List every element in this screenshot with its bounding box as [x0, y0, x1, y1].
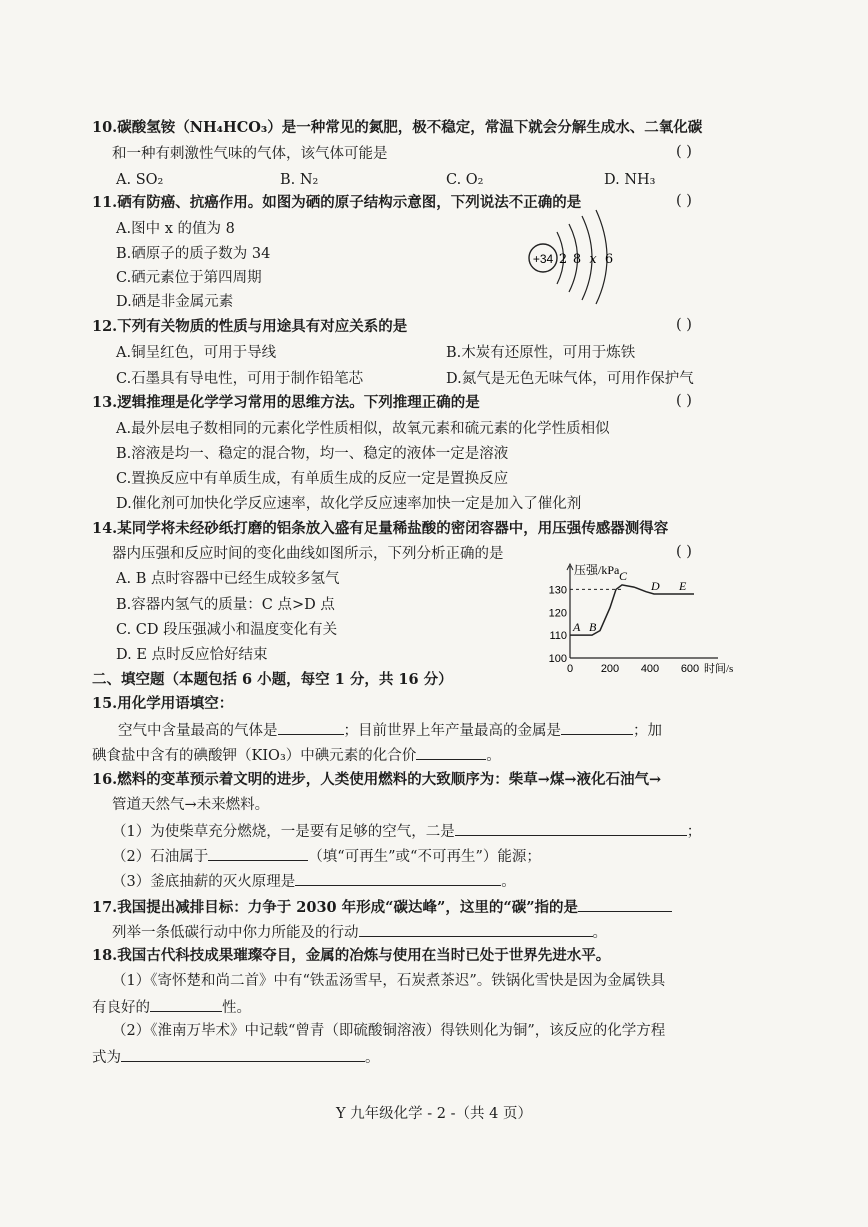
- q13-option-c: C.置换反应中有单质生成，有单质生成的反应一定是置换反应: [116, 471, 509, 487]
- x-tick-label-2: 400: [640, 663, 660, 675]
- q12-option-c: C.石墨具有导电性，可用于制作铅笔芯: [116, 371, 364, 387]
- q16-sub3-text: （3）釜底抽薪的灭火原理是: [112, 874, 296, 890]
- q18-blank-1[interactable]: [150, 996, 222, 1012]
- x-tick-label-3: 600: [680, 663, 700, 675]
- q13-option-a: A.最外层电子数相同的元素化学性质相似，故氧元素和硫元素的化学性质相似: [116, 421, 610, 437]
- q12-option-b: B.木炭有还原性，可用于炼铁: [446, 345, 636, 361]
- q15-text-e: 。: [486, 748, 501, 764]
- q14-answer-paren: ( ): [676, 544, 692, 560]
- q15-blank-1[interactable]: [278, 719, 344, 735]
- y-tick-label-3: 130: [548, 584, 567, 597]
- q13-stem: 13.逻辑推理是化学学习常用的思维方法。下列推理正确的是: [92, 394, 480, 411]
- q18-stem: 18.我国古代科技成果璀璨夺目，金属的冶炼与使用在当时已处于世界先进水平。: [92, 947, 611, 964]
- q16-sub1-text: （1）为使柴草充分燃烧，一是要有足够的空气，二是: [112, 824, 455, 840]
- q18-sub1-line2: [92, 996, 251, 1018]
- q17-text-c: 。: [592, 925, 607, 941]
- y-tick-label-0: 100: [548, 653, 567, 665]
- q18-sub1-end: 性。: [222, 1000, 251, 1016]
- q17-blank-1[interactable]: [578, 896, 672, 912]
- q16-blank-1[interactable]: [455, 820, 687, 836]
- q14-line1: 14.某同学将未经砂纸打磨的铝条放入盛有足量稀盐酸的密闭容器中，用压强传感器测得容: [92, 520, 669, 537]
- q18-sub2-end: 。: [365, 1050, 380, 1066]
- q14-option-a: A. B 点时容器中已经生成较多氢气: [116, 571, 340, 587]
- q16-sub3-end: 。: [501, 874, 516, 890]
- q13-answer-paren: ( ): [676, 393, 692, 409]
- y-tick-label-1: 110: [549, 630, 567, 643]
- q15-stem: 15.用化学用语填空：: [92, 695, 234, 712]
- q17-line1: [92, 896, 672, 918]
- x-tick-label-0: 0: [566, 663, 574, 675]
- q16-sub1: [112, 820, 701, 842]
- point-label-e: E: [679, 579, 687, 593]
- q15-text-a: 空气中含量最高的气体是: [118, 723, 278, 739]
- q17-line2: [112, 921, 607, 943]
- q10-option-d: D. NH₃: [604, 172, 656, 188]
- shell-electrons-2: 8: [572, 252, 582, 267]
- q18-sub1-line1: （1）《寄怀楚和尚二首》中有“铁盂汤雪早，石炭煮茶迟”。铁锅化雪快是因为金属铁具: [112, 973, 666, 989]
- q12-option-a: A.铜呈红色，可用于导线: [116, 345, 277, 361]
- q11-option-d: D.硒是非金属元素: [116, 294, 234, 310]
- point-label-b: B: [589, 620, 597, 635]
- q10-option-a: A. SO₂: [116, 172, 164, 188]
- pressure-time-chart: [536, 562, 734, 680]
- q15-line2: [92, 744, 501, 766]
- q18-sub2-line2: [92, 1046, 380, 1068]
- q15-blank-2[interactable]: [561, 719, 633, 735]
- q16-line2: 管道天然气→未来燃料。: [112, 797, 270, 813]
- q16-sub2-text: （2）石油属于: [112, 849, 209, 865]
- y-tick-label-2: 120: [548, 607, 567, 620]
- q11-option-a: A.图中 x 的值为 8: [116, 221, 235, 237]
- y-axis-label: 压强/kPa: [574, 563, 620, 577]
- q15-text-d: 碘食盐中含有的碘酸钾（KIO₃）中碘元素的化合价: [92, 748, 417, 764]
- q17-blank-2[interactable]: [359, 921, 593, 937]
- section-2-title: 二、填空题（本题包括 6 小题，每空 1 分，共 16 分）: [92, 671, 453, 688]
- q17-text-a: 17.我国提出减排目标：力争于 2030 年形成“碳达峰”，这里的“碳”指的是: [92, 899, 579, 916]
- q16-blank-3[interactable]: [295, 870, 501, 886]
- q10-line1: 10.碳酸氢铵（NH₄HCO₃）是一种常见的氮肥，极不稳定，常温下就会分解生成水、二氧化碳: [92, 119, 703, 136]
- x-tick-label-1: 200: [600, 663, 620, 675]
- q14-option-d: D. E 点时反应恰好结束: [116, 647, 268, 663]
- point-label-c: C: [619, 568, 628, 583]
- x-axis-label: 时间/s: [704, 663, 734, 675]
- q16-line1: 16.燃料的变革预示着文明的进步，人类使用燃料的大致顺序为：柴草→煤→液化石油气→: [92, 771, 662, 788]
- q12-answer-paren: ( ): [676, 317, 692, 333]
- shell-electrons-4: 6: [604, 252, 614, 267]
- q13-option-b: B.溶液是均一、稳定的混合物，均一、稳定的液体一定是溶液: [116, 446, 509, 462]
- q12-stem: 12.下列有关物质的性质与用途具有对应关系的是: [92, 318, 408, 335]
- q14-option-c: C. CD 段压强减小和温度变化有关: [116, 622, 338, 638]
- q14-option-b: B.容器内氢气的质量：C 点>D 点: [116, 597, 335, 613]
- q18-sub1-text: 有良好的: [92, 1000, 150, 1016]
- q16-blank-2[interactable]: [208, 845, 308, 861]
- q11-option-b: B.硒原子的质子数为 34: [116, 246, 271, 262]
- point-label-a: A: [573, 620, 581, 635]
- q18-sub2-line1: （2）《淮南万毕术》中记载“曾青（即硫酸铜溶液）得铁则化为铜”，该反应的化学方程: [112, 1023, 666, 1039]
- q15-line1: [118, 719, 662, 741]
- q15-blank-3[interactable]: [416, 744, 486, 760]
- page-footer: Y 九年级化学 - 2 -（共 4 页）: [336, 1106, 532, 1122]
- q10-line2: 和一种有刺激性气味的气体，该气体可能是: [112, 146, 388, 162]
- q16-sub3: [112, 870, 516, 892]
- q15-text-b: ；目前世界上年产量最高的金属是: [343, 723, 561, 739]
- q16-sub2-end: （填“可再生”或“不可再生”）能源；: [308, 849, 541, 865]
- q10-option-c: C. O₂: [446, 172, 484, 188]
- q17-text-b: 列举一条低碳行动中你力所能及的行动: [112, 925, 359, 941]
- q11-stem: 11.硒有防癌、抗癌作用。如图为硒的原子结构示意图，下列说法不正确的是: [92, 194, 582, 211]
- q11-answer-paren: ( ): [676, 193, 692, 209]
- q10-option-b: B. N₂: [280, 172, 319, 188]
- q16-sub1-end: ；: [686, 824, 702, 840]
- shell-electrons-1: 2: [558, 252, 568, 267]
- q10-answer-paren: ( ): [676, 144, 692, 160]
- selenium-atom-structure-diagram: [524, 208, 634, 304]
- q12-option-d: D.氮气是无色无味气体，可用作保护气: [446, 371, 694, 387]
- q14-line2: 器内压强和反应时间的变化曲线如图所示，下列分析正确的是: [112, 546, 504, 562]
- q16-sub2: [112, 845, 541, 867]
- q13-option-d: D.催化剂可加快化学反应速率，故化学反应速率加快一定是加入了催化剂: [116, 496, 582, 512]
- point-label-d: D: [651, 579, 660, 593]
- shell-electrons-3: x: [589, 252, 597, 267]
- q18-sub2-text: 式为: [92, 1050, 121, 1066]
- q18-blank-2[interactable]: [121, 1046, 365, 1062]
- nucleus-charge: +34: [532, 252, 554, 266]
- q11-option-c: C.硒元素位于第四周期: [116, 270, 262, 286]
- q15-text-c: ；加: [633, 723, 662, 739]
